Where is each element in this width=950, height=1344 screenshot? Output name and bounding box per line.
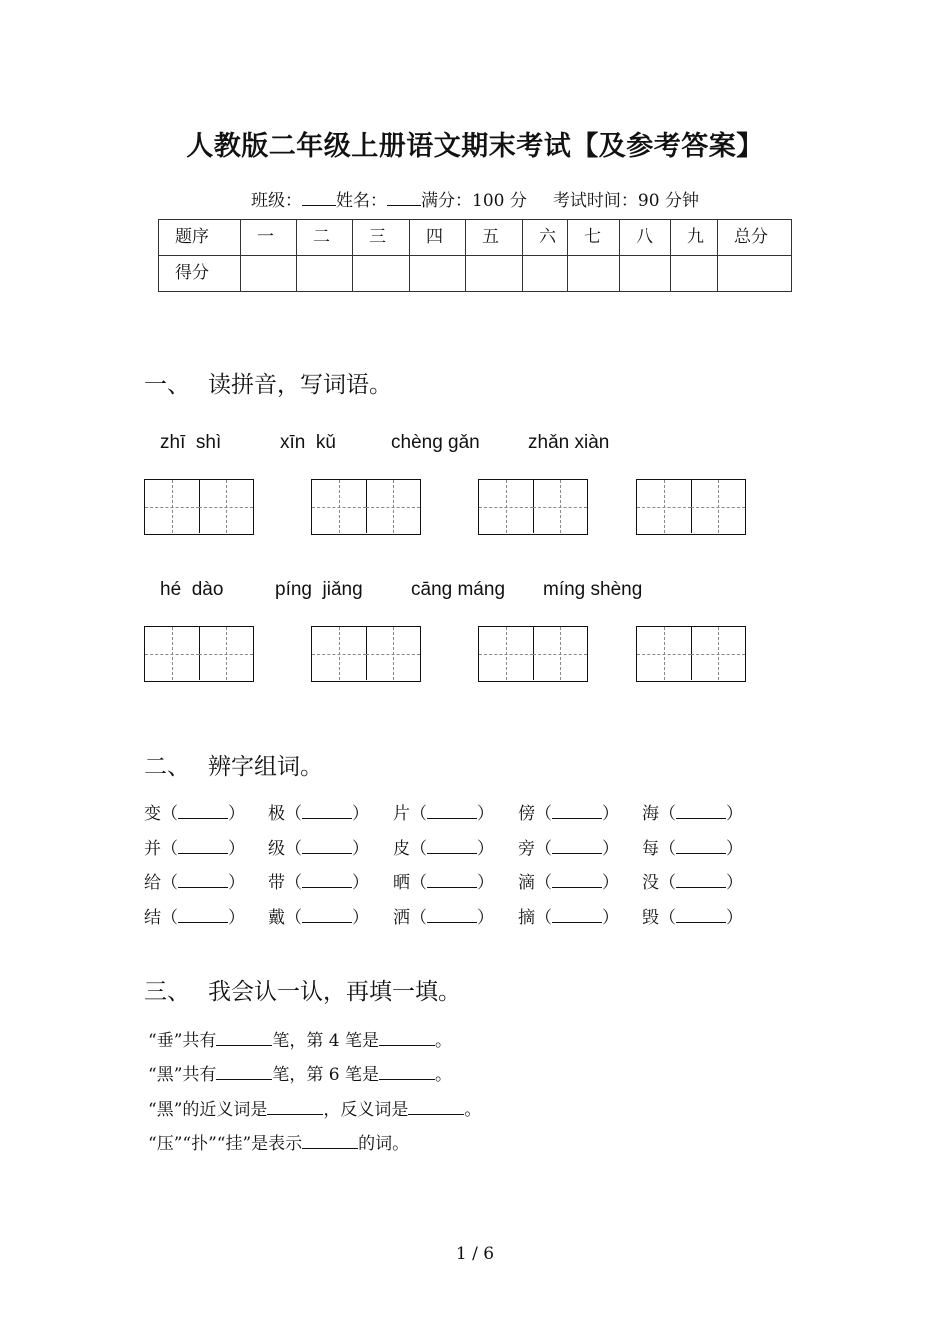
word-item[interactable]: 毁（ ） bbox=[642, 908, 743, 928]
fill-text: “压”“扑”“挂”是表示 bbox=[148, 1134, 303, 1154]
character: 没 bbox=[642, 873, 659, 893]
section-2-heading bbox=[144, 748, 323, 781]
writing-grid[interactable] bbox=[311, 626, 421, 682]
pinyin: chèng gǎn bbox=[391, 432, 480, 453]
word-item[interactable]: 结（ ） bbox=[144, 908, 245, 928]
table-cell: 二 bbox=[297, 220, 353, 256]
character: 每 bbox=[642, 839, 659, 859]
section-number: 三、 bbox=[144, 979, 190, 1005]
fill-line[interactable] bbox=[148, 1060, 452, 1085]
fill-text: 笔，第 4 笔是 bbox=[272, 1031, 380, 1051]
fill-text: “黑”共有 bbox=[148, 1065, 217, 1085]
word-item[interactable]: 极（ ） bbox=[268, 804, 369, 824]
pinyin: zhǎn xiàn bbox=[528, 432, 610, 453]
pinyin: míng shèng bbox=[543, 579, 643, 600]
character: 变 bbox=[144, 804, 161, 824]
pinyin: hé dào bbox=[160, 579, 224, 600]
score-cell[interactable] bbox=[410, 256, 466, 292]
word-item[interactable]: 级（ ） bbox=[268, 839, 369, 859]
word-item[interactable]: 皮（ ） bbox=[393, 839, 494, 859]
character: 海 bbox=[642, 804, 659, 824]
fill-line[interactable] bbox=[148, 1026, 452, 1051]
pinyin: cāng máng bbox=[411, 579, 506, 600]
name-label: 姓名： bbox=[336, 191, 388, 211]
score-table-score-row bbox=[159, 256, 792, 292]
writing-grid[interactable] bbox=[478, 479, 588, 535]
character: 滴 bbox=[518, 873, 535, 893]
table-cell: 五 bbox=[466, 220, 523, 256]
character: 级 bbox=[268, 839, 285, 859]
table-cell: 得分 bbox=[159, 256, 241, 292]
score-cell[interactable] bbox=[353, 256, 410, 292]
table-cell: 六 bbox=[523, 220, 568, 256]
fill-text: 笔，第 6 笔是 bbox=[272, 1065, 380, 1085]
character: 带 bbox=[268, 873, 285, 893]
pinyin: xīn kǔ bbox=[280, 432, 336, 453]
word-item[interactable]: 并（ ） bbox=[144, 839, 245, 859]
character: 戴 bbox=[268, 908, 285, 928]
fill-text: 的词。 bbox=[358, 1134, 410, 1154]
word-item[interactable]: 洒（ ） bbox=[393, 908, 494, 928]
table-cell: 一 bbox=[241, 220, 297, 256]
exam-time: 考试时间：90 分钟 bbox=[552, 191, 699, 211]
writing-grid[interactable] bbox=[636, 626, 746, 682]
writing-grid[interactable] bbox=[636, 479, 746, 535]
score-cell[interactable] bbox=[568, 256, 620, 292]
fill-text: ，反义词是 bbox=[323, 1100, 409, 1120]
section-title: 辨字组词。 bbox=[208, 754, 323, 780]
word-item[interactable]: 变（ ） bbox=[144, 804, 245, 824]
character: 并 bbox=[144, 839, 161, 859]
page-number: 1 / 6 bbox=[455, 1244, 495, 1264]
exam-info bbox=[0, 186, 950, 211]
score-cell[interactable] bbox=[671, 256, 718, 292]
word-item[interactable]: 海（ ） bbox=[642, 804, 743, 824]
word-item[interactable]: 晒（ ） bbox=[393, 873, 494, 893]
table-cell: 四 bbox=[410, 220, 466, 256]
writing-grid[interactable] bbox=[478, 626, 588, 682]
class-blank bbox=[302, 189, 336, 206]
table-cell: 八 bbox=[620, 220, 671, 256]
section-title: 我会认一认，再填一填。 bbox=[208, 979, 461, 1005]
character: 片 bbox=[393, 804, 410, 824]
writing-grid[interactable] bbox=[144, 626, 254, 682]
score-cell[interactable] bbox=[620, 256, 671, 292]
character: 皮 bbox=[393, 839, 410, 859]
section-3-heading bbox=[144, 973, 461, 1006]
score-table-header-row bbox=[159, 220, 792, 256]
section-number: 一、 bbox=[144, 372, 190, 398]
score-cell[interactable] bbox=[466, 256, 523, 292]
character: 旁 bbox=[518, 839, 535, 859]
table-cell: 总分 bbox=[718, 220, 792, 256]
word-item[interactable]: 滴（ ） bbox=[518, 873, 619, 893]
character: 晒 bbox=[393, 873, 410, 893]
name-blank bbox=[387, 189, 421, 206]
word-item[interactable]: 戴（ ） bbox=[268, 908, 369, 928]
word-item[interactable]: 摘（ ） bbox=[518, 908, 619, 928]
pinyin: zhī shì bbox=[160, 432, 222, 453]
character: 毁 bbox=[642, 908, 659, 928]
fill-line[interactable] bbox=[148, 1095, 481, 1120]
fill-text: 。 bbox=[464, 1100, 482, 1120]
score-table bbox=[158, 219, 792, 292]
fill-text: 。 bbox=[435, 1031, 453, 1051]
section-title: 读拼音，写词语。 bbox=[208, 372, 392, 398]
word-item[interactable]: 片（ ） bbox=[393, 804, 494, 824]
writing-grid[interactable] bbox=[144, 479, 254, 535]
section-1-heading bbox=[144, 366, 392, 399]
fill-text: “黑”的近义词是 bbox=[148, 1100, 268, 1120]
character: 傍 bbox=[518, 804, 535, 824]
score-cell[interactable] bbox=[718, 256, 792, 292]
fill-line[interactable] bbox=[148, 1129, 409, 1154]
word-item[interactable]: 旁（ ） bbox=[518, 839, 619, 859]
character: 摘 bbox=[518, 908, 535, 928]
character: 给 bbox=[144, 873, 161, 893]
page-title: 人教版二年级上册语文期末考试【及参考答案】 bbox=[186, 131, 764, 162]
full-score: 满分：100 分 bbox=[421, 191, 527, 211]
table-cell: 题序 bbox=[159, 220, 241, 256]
word-item[interactable]: 每（ ） bbox=[642, 839, 743, 859]
fill-text: “垂”共有 bbox=[148, 1031, 217, 1051]
fill-text: 。 bbox=[435, 1065, 453, 1085]
section-number: 二、 bbox=[144, 754, 190, 780]
character: 洒 bbox=[393, 908, 410, 928]
table-cell: 三 bbox=[353, 220, 410, 256]
character: 结 bbox=[144, 908, 161, 928]
score-cell[interactable] bbox=[241, 256, 297, 292]
class-label: 班级： bbox=[251, 191, 303, 211]
writing-grid[interactable] bbox=[311, 479, 421, 535]
word-item[interactable]: 带（ ） bbox=[268, 873, 369, 893]
pinyin: píng jiǎng bbox=[275, 579, 363, 600]
word-item[interactable]: 给（ ） bbox=[144, 873, 245, 893]
score-cell[interactable] bbox=[297, 256, 353, 292]
table-cell: 九 bbox=[671, 220, 718, 256]
character: 极 bbox=[268, 804, 285, 824]
word-item[interactable]: 没（ ） bbox=[642, 873, 743, 893]
word-item[interactable]: 傍（ ） bbox=[518, 804, 619, 824]
score-cell[interactable] bbox=[523, 256, 568, 292]
table-cell: 七 bbox=[568, 220, 620, 256]
